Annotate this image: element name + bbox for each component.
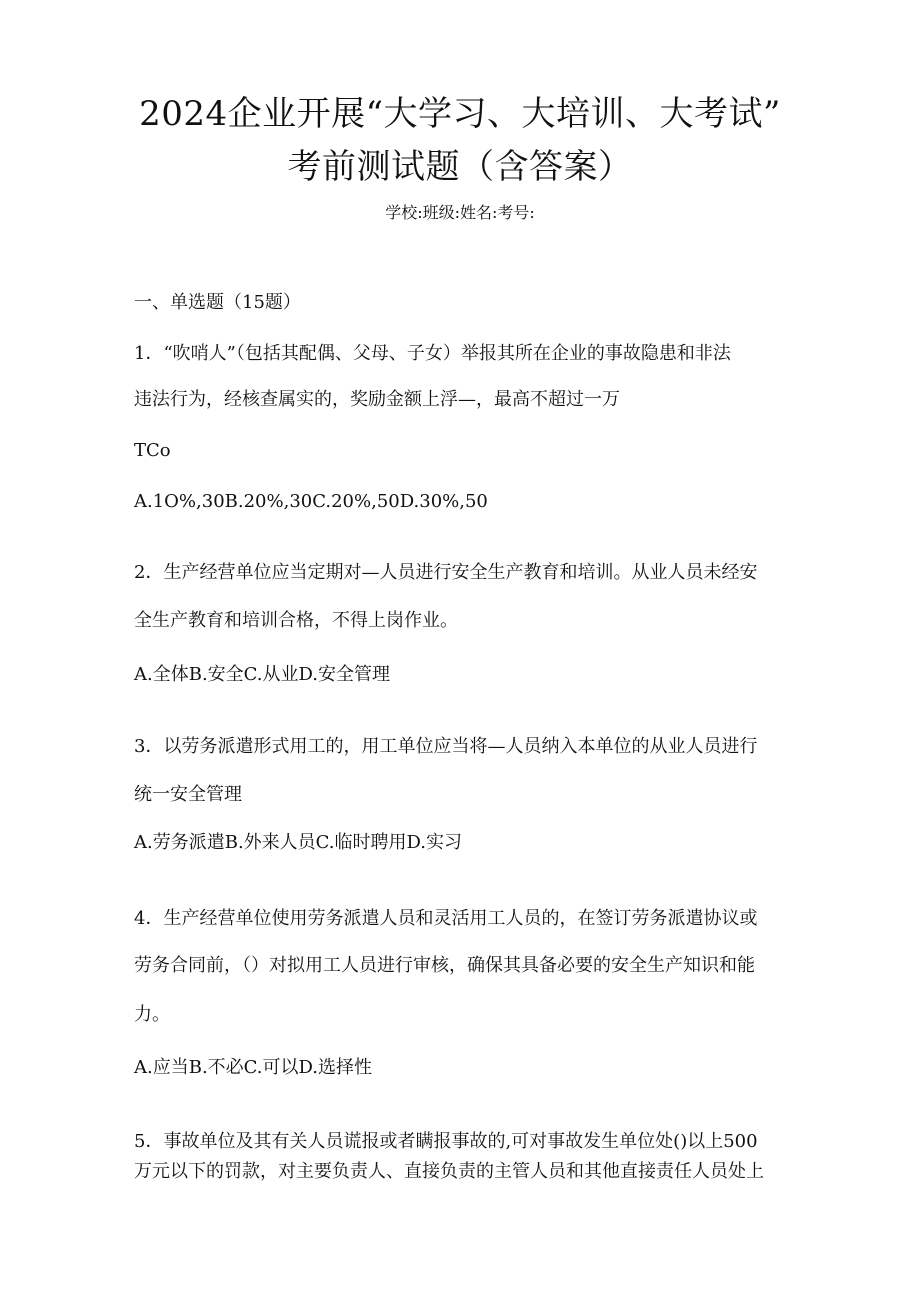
- question-4-line-2: 劳务合同前，（）对拟用工人员进行审核，确保其具备必要的安全生产知识和能: [134, 955, 755, 976]
- question-1-line-2: 违法行为，经核查属实的，奖励金额上浮—，最高不超过一万: [134, 389, 620, 410]
- question-4-options: A.应当B.不必C.可以D.选择性: [134, 1057, 373, 1078]
- document-title-line-2: 考前测试题（含答案）: [287, 147, 633, 187]
- question-5-line-2: 万元以下的罚款，对主要负责人、直接负责的主管人员和其他直接责任人员处上: [134, 1161, 764, 1182]
- question-1-line-3: TCo: [134, 440, 171, 461]
- question-2-options: A.全体B.安全C.从业D.安全管理: [134, 664, 391, 685]
- question-2-line-2: 全生产教育和培训合格，不得上岗作业。: [134, 610, 458, 631]
- question-1-options: A.1O%,30B.20%,30C.20%,50D.30%,50: [134, 491, 488, 512]
- question-1-line-1: 1．“吹哨人”（包括其配偶、父母、子女）举报其所在企业的事故隐患和非法: [134, 343, 731, 364]
- section-heading: 一、单选题（15题）: [134, 292, 301, 313]
- question-5-line-1: 5．事故单位及其有关人员谎报或者瞒报事故的,可对事故发生单位处()以上500: [134, 1131, 758, 1152]
- question-2-line-1: 2．生产经营单位应当定期对—人员进行安全生产教育和培训。从业人员未经安: [134, 562, 758, 583]
- document-title-line-1: 2024企业开展“大学习、大培训、大考试”: [139, 94, 781, 134]
- question-3-line-2: 统一安全管理: [134, 784, 242, 805]
- question-4-line-1: 4．生产经营单位使用劳务派遣人员和灵活用工人员的，在签订劳务派遣协议或: [134, 908, 758, 929]
- question-3-options: A.劳务派遣B.外来人员C.临时聘用D.实习: [134, 832, 463, 853]
- question-3-line-1: 3．以劳务派遣形式用工的，用工单位应当将—人员纳入本单位的从业人员进行: [134, 736, 758, 757]
- question-4-line-3: 力。: [134, 1004, 170, 1025]
- student-info-line: 学校:班级:姓名:考号:: [385, 203, 535, 222]
